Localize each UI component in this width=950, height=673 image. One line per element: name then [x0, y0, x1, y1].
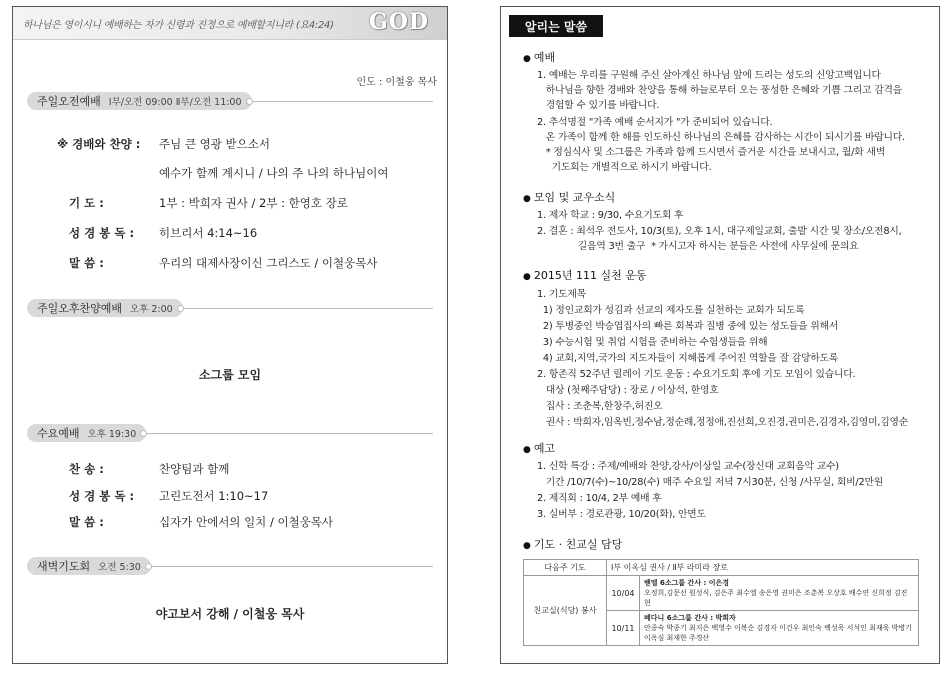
announce-line: 기도회는 개별적으로 하시기 바랍니다. — [537, 162, 712, 173]
announce-line: 1) 정인교회가 성김과 선교의 제자도를 실천하는 교회가 되도록 — [537, 305, 805, 316]
afternoon-title: 주일오후찬양예배 — [37, 302, 123, 315]
order-row: 예수가 함께 계시니 / 나의 주 나의 하나님이여 — [159, 166, 389, 180]
announce-line: 1. 신학 특강 : 주제/예배와 찬양,강사/이상일 교수(장신대 교회음악 교수) — [537, 461, 839, 472]
order-row: 성 경 봉 독 : 고린도전서 1:10~17 — [69, 489, 269, 503]
afternoon-time: 오후 2:00 — [130, 304, 173, 315]
announce-line: 1. 예배는 우리를 구원해 주신 살아계신 하나님 앞에 드리는 성도의 신앙고백입니다 — [537, 70, 881, 81]
practice-heading: ● 2015년 111 실천 운동 — [523, 267, 646, 283]
table-row — [524, 560, 919, 576]
announce-line: 길음역 3번 출구 * 가시고자 하시는 분들은 사전에 사무실에 문의요 — [537, 241, 859, 252]
announce-line: 온 가족이 함께 한 해를 인도하신 하나님의 은혜를 감사하는 시간이 되시기를 바랍니다. — [537, 132, 905, 143]
dawn-time: 오전 5:30 — [98, 562, 141, 573]
order-row: 말 씀 : 십자가 안에서의 일치 / 이철웅목사 — [69, 515, 334, 529]
announce-line: 2. 제직회 : 10/4, 2부 예배 후 — [537, 493, 662, 504]
morning-title: 주일오전예배 — [37, 95, 101, 108]
afternoon-service-header — [27, 299, 184, 317]
leader-label: 인도 : 이철웅 목사 — [356, 77, 437, 88]
order-row: 성 경 봉 독 : 히브리서 4:14~16 — [69, 226, 258, 240]
worship-order-page — [12, 6, 448, 664]
announce-line: 3) 수능시험 및 취업 시험을 준비하는 수험생들을 위해 — [537, 337, 768, 348]
morning-service-header — [27, 92, 253, 110]
wednesday-title: 수요예배 — [37, 427, 80, 440]
afternoon-content: 소그룹 모임 — [198, 368, 262, 382]
next-prayer-value: Ⅰ부 이옥심 권사 / Ⅱ부 라미라 장로 — [607, 560, 919, 576]
scripture-banner — [13, 7, 447, 40]
duty-table — [523, 559, 919, 646]
worship-heading: ● 예배 — [523, 49, 555, 65]
announce-line: 2. 결혼 : 최석우 전도사, 10/3(토), 오후 1시, 대구제일교회, 출발 시간 및 장소/오전8시, — [537, 226, 902, 237]
announce-line: 경험할 수 있기를 바랍니다. — [537, 100, 660, 111]
order-row: 찬 송 : 찬양팀과 함께 — [69, 462, 230, 476]
announce-line: 3. 실버부 : 경로관광, 10/20(화), 안면도 — [537, 509, 706, 520]
announce-line: 2) 투병중인 박승엽집사의 빠른 회복과 질병 중에 있는 성도들을 위해서 — [537, 321, 839, 332]
table-row — [524, 576, 919, 611]
announce-line: 대상 (첫째주담당) : 장로 / 이상석, 한영호 — [537, 385, 719, 396]
order-row: 말 씀 : 우리의 대제사장이신 그리스도 / 이철웅목사 — [69, 256, 378, 270]
god-logo: GOD — [368, 9, 429, 35]
announce-line: 4) 교회,지역,국가의 지도자들이 지혜롭게 주어진 역할을 잘 감당하도록 — [537, 353, 839, 364]
announce-line: 권사 : 박희자,임옥빈,정수남,정순례,정정애,진선희,오진경,권미은,김경자,김영미,김영순 — [537, 417, 909, 428]
fellowship-label: 친교실(식당) 봉사 — [524, 576, 607, 646]
header-dot — [246, 98, 253, 105]
announce-line: 기간 /10/7(수)~10/28(수) 매주 수요일 저녁 7시30분, 신청 /사무실, 회비/2만원 — [537, 477, 884, 488]
announce-line: 2. 추석명절 "가족 예배 순서지가 "가 준비되어 있습니다. — [537, 117, 773, 128]
announce-line: 1. 기도제목 — [537, 289, 586, 300]
duty-heading: ● 기도 · 친교실 담당 — [523, 536, 622, 552]
announce-line: * 정심식사 및 소그룹은 가족과 함께 드시면서 즐거운 시간을 보내시고, 월/화 새벽 — [537, 147, 885, 158]
duty-date: 10/11 — [607, 611, 640, 646]
next-prayer-label: 다음주 기도 — [524, 560, 607, 576]
duty-entry: 벧엘 6소그룹 간사 : 이은경 오정희,김문선 원성식, 김은주 최수엘 송은영 권미은 조춘복 오상호 배수연 신희정 김진현 — [640, 576, 919, 611]
announce-line: 집사 : 조춘복,한창주,허진오 — [537, 401, 663, 412]
announcements-page — [500, 6, 940, 664]
announce-line: 2. 항존직 52주년 릴레이 기도 운동 : 수요기도회 후에 기도 모임이 있습니다. — [537, 369, 856, 380]
dawn-title: 새벽기도회 — [37, 560, 91, 573]
announcements-title: 알리는 말씀 — [509, 15, 603, 37]
duty-entry: 베다니 6소그룹 간사 : 박희자 안종숙 박종기 최지은 백영수 이복순 김경자 이건우 최인숙 백성욱 서석인 최재욱 박병기 이옥심 최재한 주경산 — [640, 611, 919, 646]
announce-line: 1. 제자 학교 : 9/30, 수요기도회 후 — [537, 210, 684, 221]
wednesday-service-header — [27, 424, 147, 442]
order-row: 기 도 : 1부 : 박희자 권사 / 2부 : 한영호 장로 — [69, 196, 348, 210]
duty-date: 10/04 — [607, 576, 640, 611]
meeting-heading: ● 모임 및 교우소식 — [523, 189, 615, 205]
morning-time: Ⅰ부/오전 09:00 Ⅱ부/오전 11:00 — [108, 97, 242, 108]
dawn-content: 야고보서 강해 / 이철웅 목사 — [155, 607, 305, 621]
wednesday-time: 오후 19:30 — [87, 429, 137, 440]
dawn-service-header — [27, 557, 152, 575]
notice-heading: ● 예고 — [523, 440, 555, 456]
banner-verse: 하나님은 영이시니 예배하는 자가 신령과 진정으로 예배할지니라 (요4:24) — [23, 20, 334, 31]
announce-line: 하나님을 향한 경배와 찬양을 통해 하늘로부터 오는 풍성한 은혜와 기쁨 그리고 감격을 — [537, 85, 903, 96]
order-row: ※ 경배와 찬양 : 주님 큰 영광 받으소서 — [57, 137, 270, 151]
